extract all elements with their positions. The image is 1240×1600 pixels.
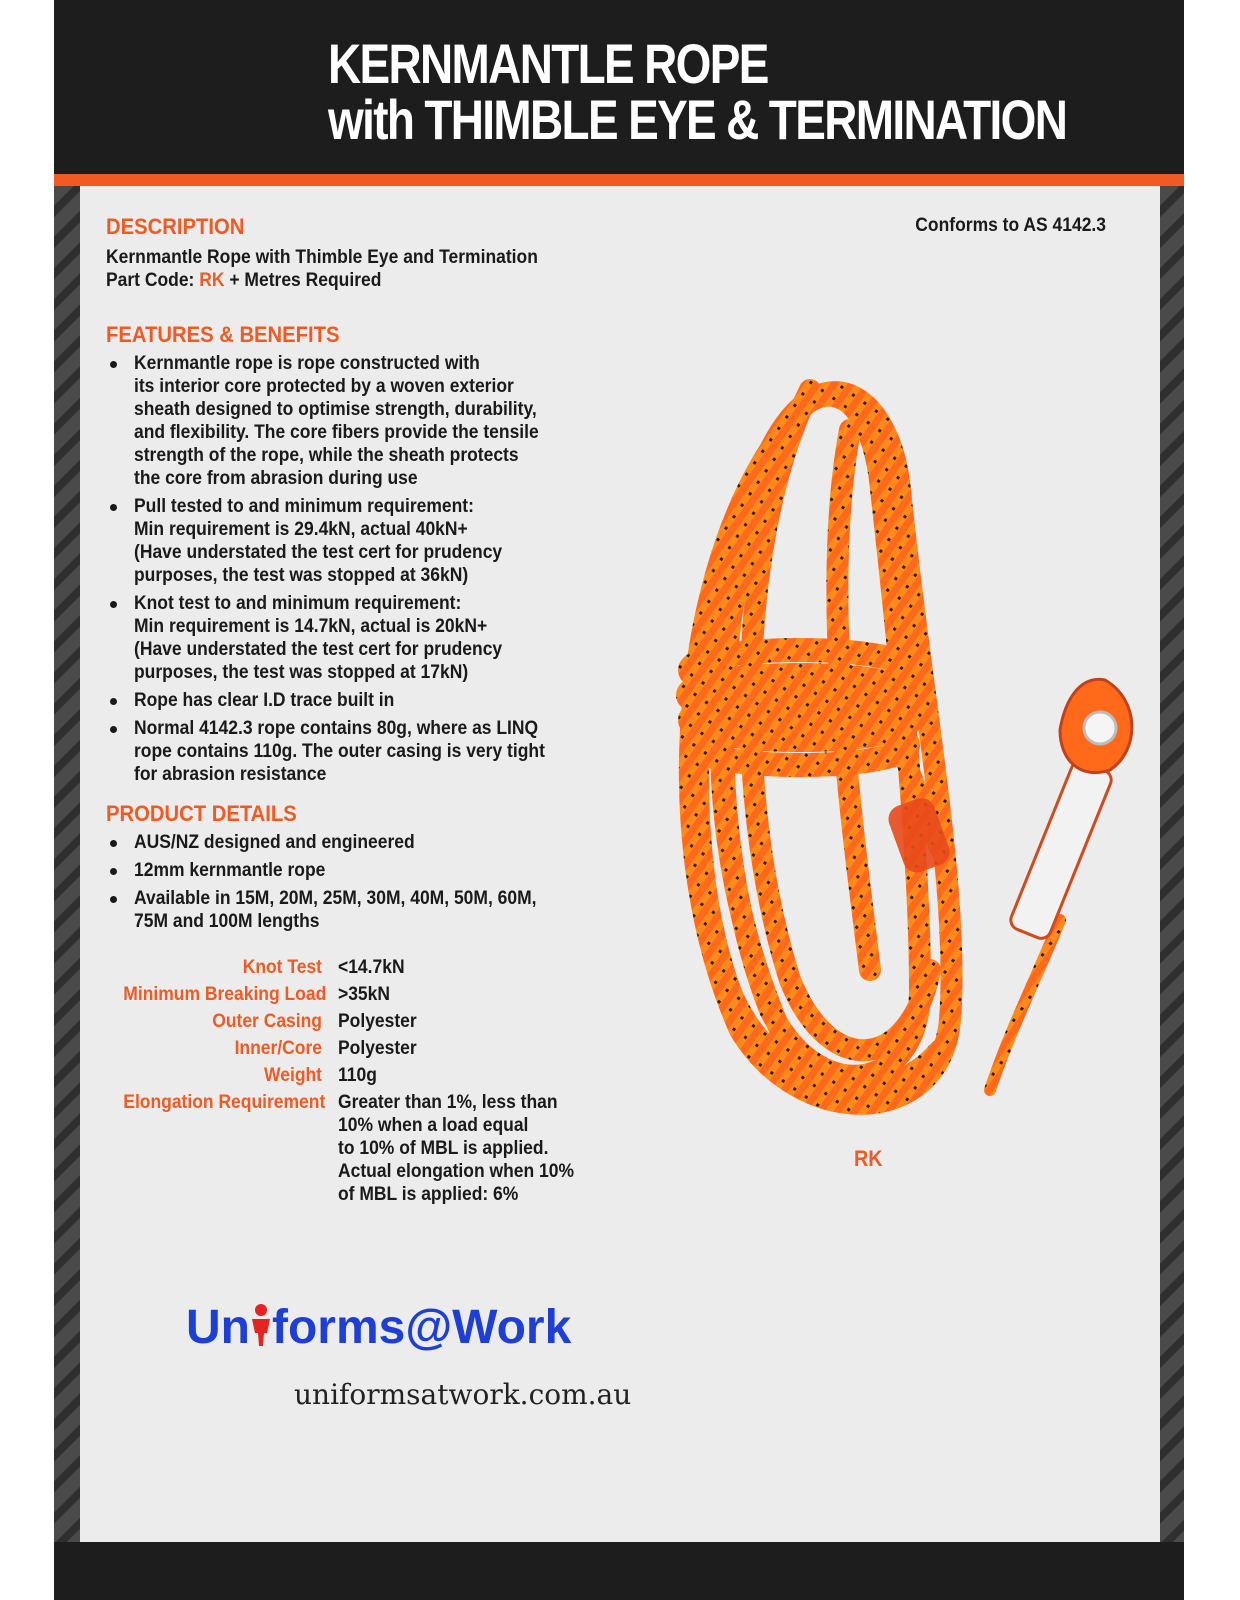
spec-row-minimum-breaking-load [106,983,666,1006]
spec-row-knot-test [106,956,666,979]
title-line-2: with THIMBLE EYE & TERMINATION [328,88,1067,151]
page-title [328,32,1067,151]
features-list [106,352,626,791]
right-pattern-border [1160,186,1184,1542]
product-details-list [106,831,626,938]
part-code: RK [199,270,225,291]
spec-label: Weight [264,1065,322,1086]
spec-value: 110g [338,1065,377,1086]
list-item: AUS/NZ designed and engineered [106,831,626,854]
title-line-1: KERNMANTLE ROPE [328,32,768,95]
list-item: Pull tested to and minimum requirement: Min requirement is 29.4kN, actual 40kN+ (Have understated the test cert for prudency purposes, the test was stopped at 36kN) [106,495,626,587]
part-code-line [106,269,584,292]
spec-row-outer-casing [106,1010,666,1033]
standard-conformance: Conforms to AS 4142.3 [915,215,1106,236]
spec-row-elongation [106,1091,666,1206]
accent-divider [54,174,1184,186]
features-heading: FEATURES & BENEFITS [106,322,340,347]
spec-label: Knot Test [242,957,322,978]
spec-value: Polyester [338,1038,417,1059]
list-item: Available in 15M, 20M, 25M, 30M, 40M, 50M, 60M, 75M and 100M lengths [106,887,626,933]
spec-row-weight [106,1064,666,1087]
bullet-icon [110,840,117,847]
spec-value: <14.7kN [338,957,405,978]
list-item: Knot test to and minimum requirement: Min requirement is 14.7kN, actual is 20kN+ (Have understated the test cert for prudency purposes, the test was stopped at 17kN) [106,592,626,684]
spec-value: Greater than 1%, less than 10% when a load equal to 10% of MBL is applied. Actual elongation when 10% of MBL is applied: 6% [338,1092,575,1205]
bullet-icon [110,698,117,705]
list-item: Normal 4142.3 rope contains 80g, where as LINQ rope contains 110g. The outer casing is very tight for abrasion resistance [106,717,626,786]
spec-value: Polyester [338,1011,417,1032]
description-heading: DESCRIPTION [106,214,245,239]
person-icon [250,1303,272,1360]
rope-illustration [620,330,1160,1150]
product-caption: RK [854,1146,883,1171]
part-code-prefix: Part Code: [106,270,200,291]
list-item: Kernmantle rope is rope constructed with its interior core protected by a woven exterior sheath designed to optimise strength, durability, and flexibility. The core fibers provide the tensile strength of the rope, while the sheath protects the core from abrasion during use [106,352,626,490]
brand-logo: Un forms@Work [186,1300,571,1360]
description-text: Kernmantle Rope with Thimble Eye and Termination [106,247,538,268]
header-bar [54,0,1184,174]
content-panel [80,186,1160,1542]
list-item: 12mm kernmantle rope [106,859,626,882]
bullet-icon [110,601,117,608]
description-block [106,246,626,292]
bullet-icon [110,726,117,733]
spec-table [106,956,666,1210]
bullet-icon [110,896,117,903]
left-pattern-border [54,186,80,1542]
spec-value: >35kN [338,984,391,1005]
product-sheet [54,0,1184,1600]
website-url[interactable]: uniformsatwork.com.au [294,1378,632,1411]
footer-bar [54,1542,1184,1600]
spec-label: Minimum Breaking Load [123,984,327,1005]
product-details-heading: PRODUCT DETAILS [106,801,297,826]
spec-label: Inner/Core [234,1038,322,1059]
list-item: Rope has clear I.D trace built in [106,689,626,712]
part-code-suffix: + Metres Required [224,270,382,291]
bullet-icon [110,361,117,368]
bullet-icon [110,868,117,875]
spec-label: Outer Casing [212,1011,322,1032]
spec-label: Elongation Requirement [123,1092,326,1113]
coiled-rope-icon [620,330,1160,1150]
bullet-icon [110,504,117,511]
spec-row-inner-core [106,1037,666,1060]
